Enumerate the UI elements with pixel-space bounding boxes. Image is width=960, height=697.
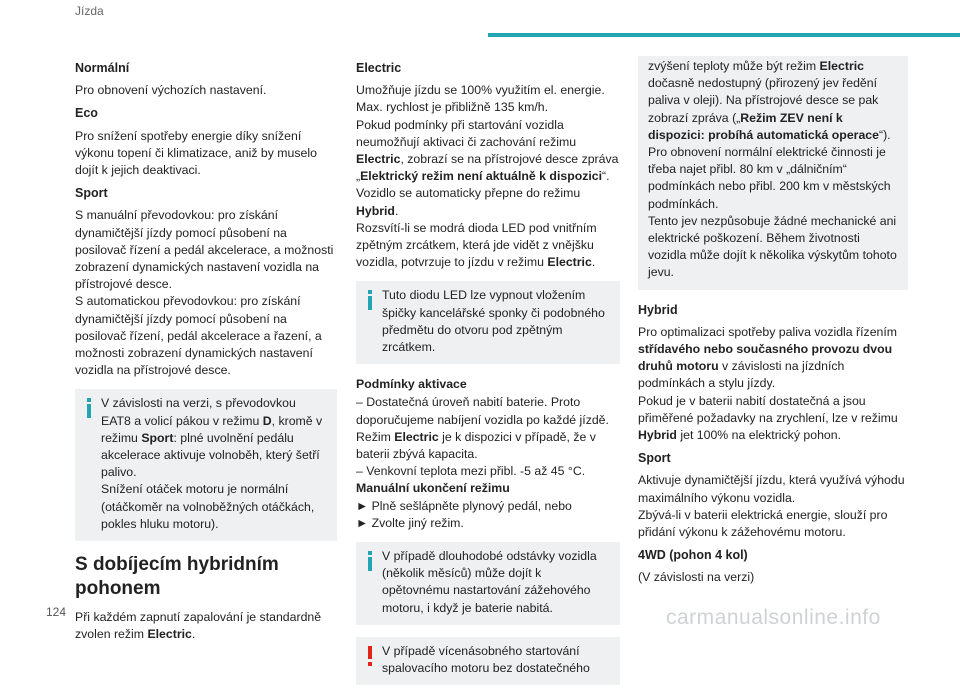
section-title: Jízda: [75, 4, 104, 18]
text-electric-4: Vozidlo se automaticky přepne do režimu Hybrid.: [356, 186, 581, 218]
heading-activation-conditions: Podmínky aktivace: [356, 377, 467, 392]
text-plugin-hybrid: Při každém zapnutí zapalování je standardně zvolen režim Electric.: [75, 610, 322, 642]
heading-manual-exit: Manuální ukončení režimu: [356, 481, 510, 496]
warning-note-continued-2: Pro obnovení normální elektrické činnosti je třeba najet přibl. 80 km v „dálničním“ podmínkách nebo přibl. 200 km v městských podmínkách.: [648, 145, 891, 211]
column-2: [356, 56, 620, 697]
text-condition-3: – Venkovní teplota mezi přibl. -5 až 45 °C.: [356, 464, 586, 479]
text-condition-2: Režim Electric je k dispozici v případě, že v baterii zbývá kapacita.: [356, 429, 596, 462]
text-sport-auto: S automatickou převodovkou: pro získání dynamičtější jízdy pomocí působení na posilovač řízení, pedál akcelerace a řazení, a možnosti zobrazení dynamických nastavení vozidla na přístrojové desce.: [75, 294, 322, 378]
warning-note-continued-3: Tento jev nezpůsobuje žádné mechanické ani elektrické poškození. Během životnosti vozidla může dojít k několika výskytům tohoto jevu.: [648, 213, 897, 280]
text-electric-1: Umožňuje jízdu se 100% využitím el. energie.: [356, 83, 605, 98]
text-sport-manual: S manuální převodovkou: pro získání dynamičtější jízdy pomocí působení na posilovač řízení a pedál akcelerace, a možnosti zobrazení dynamických nastavení vozidla na přístrojové desce.: [75, 208, 334, 292]
watermark: carmanualsonline.info: [666, 606, 881, 629]
text-exit-2: ► Zvolte jiný režim.: [356, 515, 464, 530]
info-note-eat8-text2: Snížení otáček motoru je normální (otáčkoměr na volnoběžných otáčkách, pokles hluku motoru).: [101, 482, 315, 531]
column-3: [638, 56, 908, 593]
text-hybrid-1: Pro optimalizaci spotřeby paliva vozidla řízením střídavého nebo současného provozu dvou druhů motoru v závislosti na jízdních podmínkách a stylu jízdy.: [638, 324, 898, 391]
column-1: [75, 56, 337, 649]
heading-hybrid: Hybrid: [638, 302, 678, 317]
heading-eco: Eco: [75, 106, 98, 121]
info-note-long-stop: V případě dlouhodobé odstávky vozidla (několik měsíců) může dojít k opětovnému nastartování zážehového motoru, i když je baterie nabitá.: [356, 542, 620, 625]
text-sport-hybrid-1: Aktivuje dynamičtější jízdu, která využívá výhodu maximálního výkonu vozidla.: [638, 473, 905, 505]
text-sport-hybrid-2: Zbývá-li v baterii elektrická energie, slouží pro přidání výkonu k zážehovému motoru.: [638, 507, 888, 540]
header-accent-bar: [488, 33, 960, 37]
text-electric-5: Rozsvítí-li se modrá dioda LED pod vnitřním zpětným zrcátkem, která jde vidět z vnějšku vozidla, potvrzuje to jízdu v režimu Electric.: [356, 220, 597, 270]
info-icon: [84, 398, 94, 418]
warning-icon: [365, 646, 375, 666]
info-icon: [365, 290, 375, 310]
heading-plugin-hybrid: S dobíjecím hybridním pohonem: [75, 554, 279, 600]
text-eco: Pro snížení spotřeby energie díky snížení výkonu topení či klimatizace, aniž by muselo dojít k jejich deaktivaci.: [75, 128, 317, 178]
warning-note-continued: zvýšení teploty může být režim Electric dočasně nedostupný (přirozený jev ředění paliva v oleji). Na přístrojové desce se pak zobrazí zpráva („Režim ZEV není k dispozici: probíhá automatická operace“). Pro obnovení normální elektrické činnosti je třeba najet přibl. 80 km v „dálničním“ podmínkách nebo přibl. 200 km v městských podmínkách. Tento jev nezpůsobuje žádné mechanické ani elektrické poškození. Během životnosti vozidla může dojít k několika výskytům tohoto jevu.: [638, 56, 908, 290]
info-icon: [365, 551, 375, 571]
text-4wd: (V závislosti na verzi): [638, 570, 755, 585]
info-note-led: Tuto diodu LED lze vypnout vložením špičky kancelářské sponky či podobného předmětu do otvoru pod zpětným zrcátkem.: [356, 281, 620, 364]
text-normal: Pro obnovení výchozích nastavení.: [75, 83, 267, 98]
heading-electric: Electric: [356, 61, 402, 75]
text-hybrid-2: Pokud je v baterii nabití dostatečná a jsou přiměřené požadavky na zrychlení, lze v režimu Hybrid jet 100% na elektrický pohon.: [638, 393, 898, 443]
heading-4wd: 4WD (pohon 4 kol): [638, 548, 748, 563]
text-exit-1: ► Plně sešlápněte plynový pedál, nebo: [356, 498, 572, 513]
text-electric-3: Pokud podmínky při startování vozidla neumožňují aktivaci či zachování režimu Electric, zobrazí se na přístrojové desce zpráva „Elektrický režim není aktuálně k dispozici“.: [356, 117, 619, 184]
heading-normal: Normální: [75, 61, 130, 75]
page-number: 124: [46, 605, 67, 619]
warning-note-restart: V případě vícenásobného startování spalovacího motoru bez dostatečného: [356, 637, 620, 685]
info-note-eat8: V závislosti na verzi, s převodovkou EAT8 a volicí pákou v režimu D, kromě v režimu Sport: plné uvolnění pedálu akcelerace aktivuje volnoběh, který šetří palivo. Snížení otáček motoru je normální (otáčkoměr na volnoběžných otáčkách, pokles hluku motoru).: [75, 389, 337, 541]
text-electric-2: Max. rychlost je přibližně 135 km/h.: [356, 100, 549, 115]
heading-sport: Sport: [75, 186, 108, 201]
heading-sport-hybrid: Sport: [638, 451, 671, 466]
text-condition-1: – Dostatečná úroveň nabití baterie. Proto doporučujeme nabíjení vozidla po každé jízdě.: [356, 395, 609, 427]
